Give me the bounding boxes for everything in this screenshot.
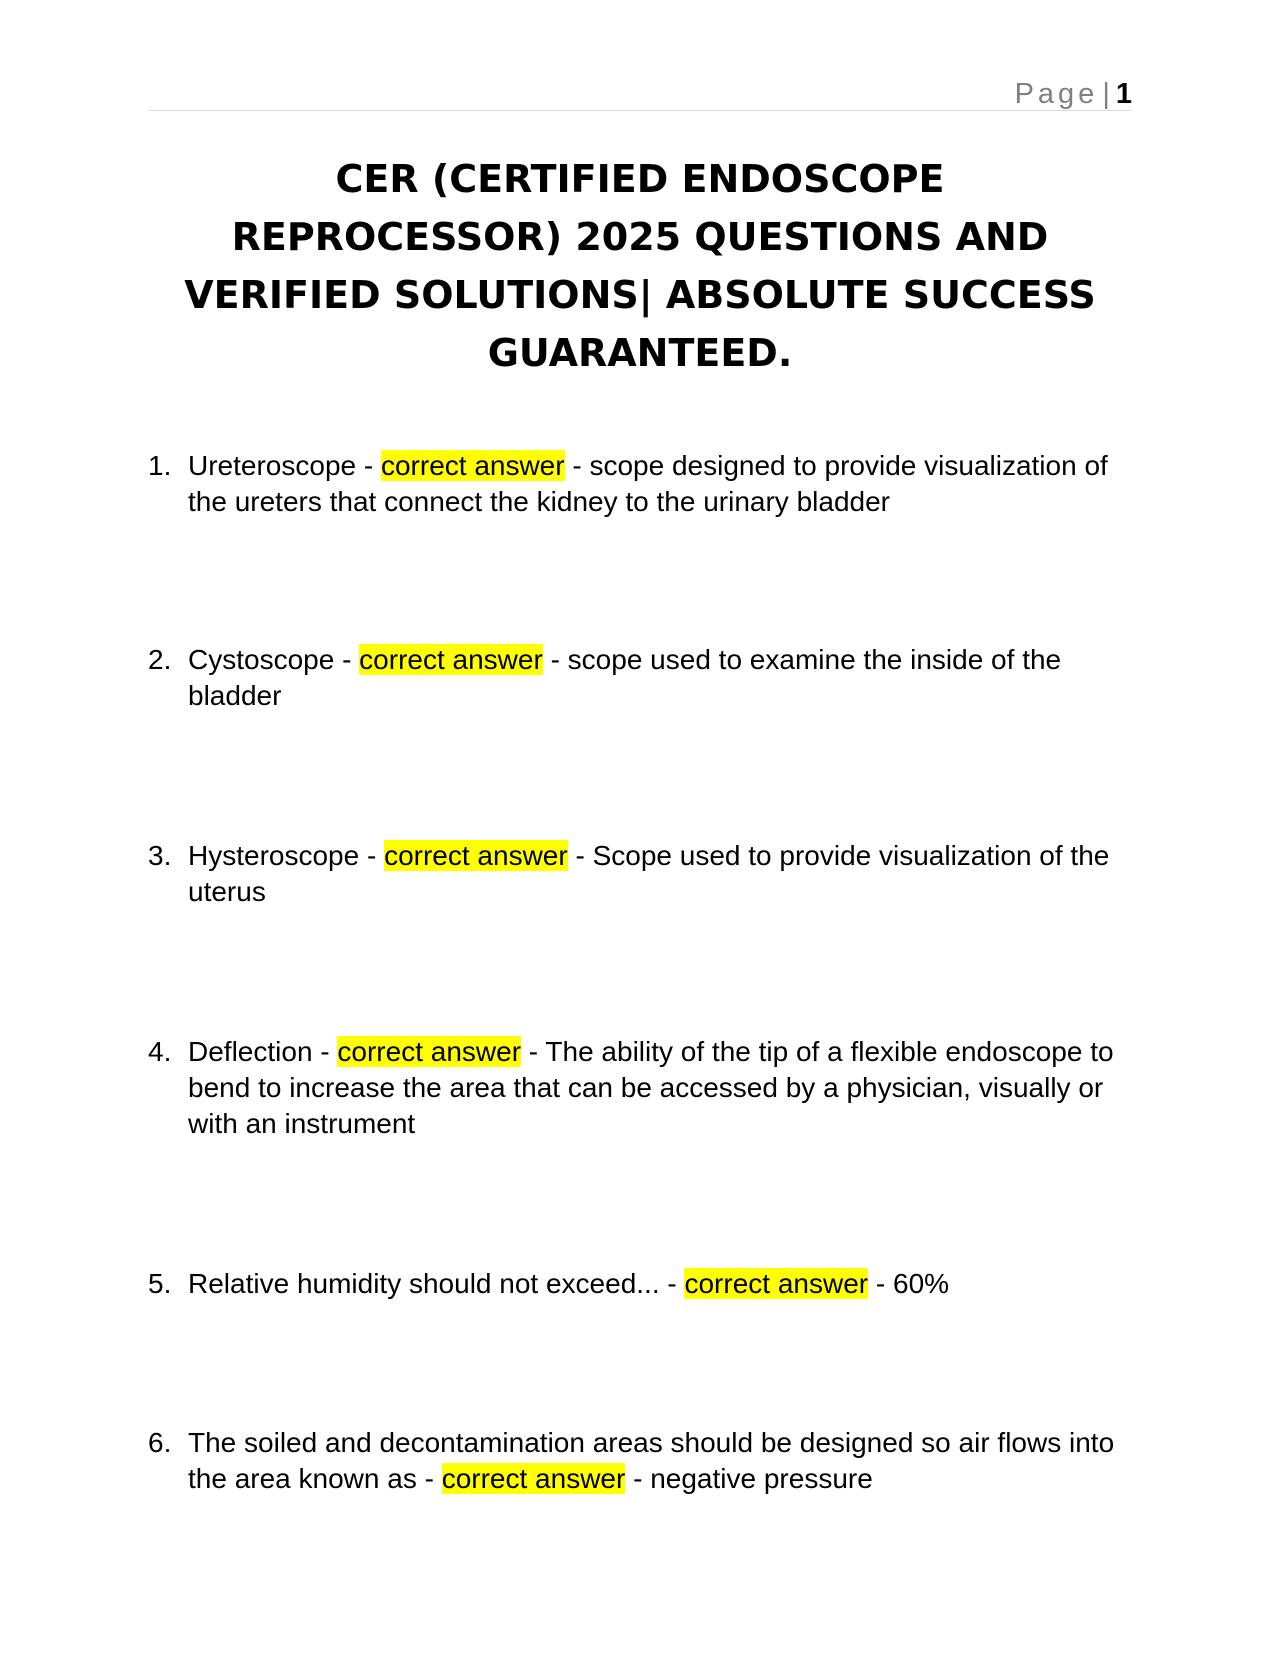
question-item	[148, 1425, 1138, 1497]
question-item	[148, 1266, 1138, 1302]
question-text	[188, 1266, 1138, 1302]
answer-text: - Scope used to provide visualization of the uterus	[188, 840, 1110, 907]
question-item	[148, 448, 1138, 520]
question-term: Hysteroscope -	[188, 840, 385, 871]
question-number: 3.	[148, 840, 172, 871]
title-line: GUARANTEED.	[487, 331, 793, 375]
page-header	[148, 70, 1132, 111]
answer-highlight: correct answer	[359, 644, 543, 675]
question-number: 1.	[148, 450, 172, 481]
question-item	[148, 838, 1138, 910]
question-item	[148, 1034, 1138, 1142]
question-number: 2.	[148, 644, 172, 675]
answer-highlight: correct answer	[384, 840, 568, 871]
question-text	[188, 838, 1138, 910]
document-title	[150, 150, 1130, 382]
question-term: The soiled and decontamination areas should be designed so air flows into the area known as -	[188, 1427, 1115, 1494]
answer-highlight: correct answer	[684, 1268, 869, 1299]
page-word: Page	[1014, 78, 1099, 110]
answer-text: - scope designed to provide visualization of the ureters that connect the kidney to the urinary bladder	[188, 450, 1108, 517]
answer-highlight: correct answer	[337, 1036, 522, 1067]
title-line: VERIFIED SOLUTIONS| ABSOLUTE SUCCESS	[184, 273, 1096, 317]
question-text	[188, 642, 1138, 714]
question-text	[188, 448, 1138, 520]
answer-text: - 60%	[868, 1268, 950, 1299]
page-number: 1	[1115, 78, 1132, 110]
page-number-label	[1015, 76, 1132, 112]
answer-highlight: correct answer	[380, 450, 565, 481]
answer-highlight: correct answer	[441, 1463, 626, 1494]
question-term: Cystoscope -	[188, 644, 360, 675]
page-separator: |	[1102, 78, 1110, 110]
question-number: 6.	[148, 1427, 172, 1458]
question-number: 5.	[148, 1268, 172, 1299]
question-term: Relative humidity should not exceed... -	[188, 1268, 685, 1299]
title-line: REPROCESSOR) 2025 QUESTIONS AND	[231, 215, 1049, 259]
answer-text: - The ability of the tip of a flexible endoscope to bend to increase the area that can be accessed by a physician, visually or with an instrument	[188, 1036, 1114, 1139]
question-number: 4.	[148, 1036, 172, 1067]
question-term: Ureteroscope -	[188, 450, 381, 481]
question-text	[188, 1425, 1138, 1497]
question-term: Deflection -	[188, 1036, 338, 1067]
question-text	[188, 1034, 1138, 1142]
answer-text: - scope used to examine the inside of the bladder	[188, 644, 1062, 711]
answer-text: - negative pressure	[625, 1463, 873, 1494]
title-line: CER (CERTIFIED ENDOSCOPE	[335, 157, 945, 201]
question-item	[148, 642, 1138, 714]
